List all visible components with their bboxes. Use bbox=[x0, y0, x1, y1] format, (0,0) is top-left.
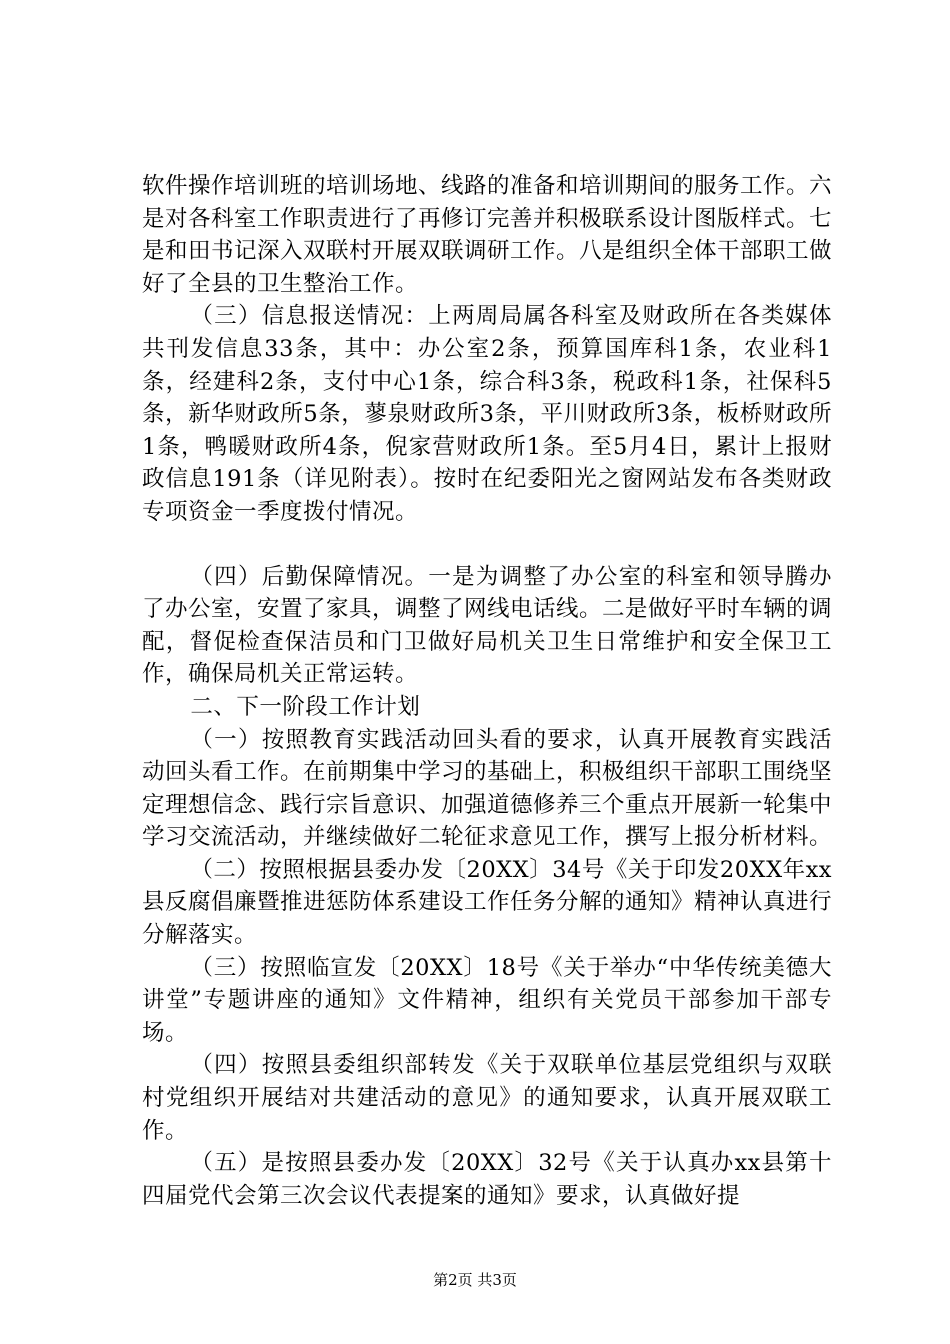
paragraph-continuation: 软件操作培训班的培训场地、线路的准备和培训期间的服务工作。六是对各科室工作职责进行了再修订完善并积极联系设计图版样式。七是和田书记深入双联村开展双联调研工作。八是组织全体干部职工做好了全县的卫生整治工作。 bbox=[142, 173, 833, 297]
paragraph-plan-4: （四）按照县委组织部转发《关于双联单位基层党组织与双联村党组织开展结对共建活动的意见》的通知要求，认真开展双联工作。 bbox=[142, 1052, 832, 1144]
paragraph-plan-5: （五）是按照县委办发〔20XX〕32号《关于认真办xx县第十四届党代会第三次会议代表提案的通知》要求，认真做好提 bbox=[142, 1150, 832, 1209]
paragraph-plan-3: （三）按照临宣发〔20XX〕18号《关于举办“中华传统美德大讲堂”专题讲座的通知》文件精神，组织有关党员干部参加干部专场。 bbox=[142, 954, 832, 1046]
paragraph-plan-1: （一）按照教育实践活动回头看的要求，认真开展教育实践活动回头看工作。在前期集中学习的基础上，积极组织干部职工围绕坚定理想信念、践行宗旨意识、加强道德修养三个重点开展新一轮集中学习交流活动，并继续做好二轮征求意见工作，撰写上报分析材料。 bbox=[142, 726, 833, 851]
paragraph-logistics: （四）后勤保障情况。一是为调整了办公室的科室和领导腾办了办公室，安置了家具，调整了网线电话线。二是做好平时车辆的调配，督促检查保洁员和门卫做好局机关卫生日常维护和安全保卫工作，确保局机关正常运转。 bbox=[142, 563, 833, 688]
document-body bbox=[142, 170, 832, 1212]
page-number-footer: 第2页 共3页 bbox=[433, 1271, 517, 1289]
paragraph-info-report: （三）信息报送情况：上两周局属各科室及财政所在各类媒体共刊发信息33条，其中：办公室2条，预算国库科1条，农业科1条，经建科2条，支付中心1条，综合科3条，税政科1条，社保科5条，新华财政所5条，蓼泉财政所3条，平川财政所3条，板桥财政所1条，鸭暖财政所4条，倪家营财政所1条。至5月4日，累计上报财政信息191条（详见附表）。按时在纪委阳光之窗网站发布各类财政专项资金一季度拨付情况。 bbox=[142, 303, 832, 525]
paragraph-plan-2: （二）按照根据县委办发〔20XX〕34号《关于印发20XX年xx县反腐倡廉暨推进惩防体系建设工作任务分解的通知》精神认真进行分解落实。 bbox=[142, 856, 833, 949]
section-heading-next-plan: 二、下一阶段工作计划 bbox=[190, 693, 421, 720]
